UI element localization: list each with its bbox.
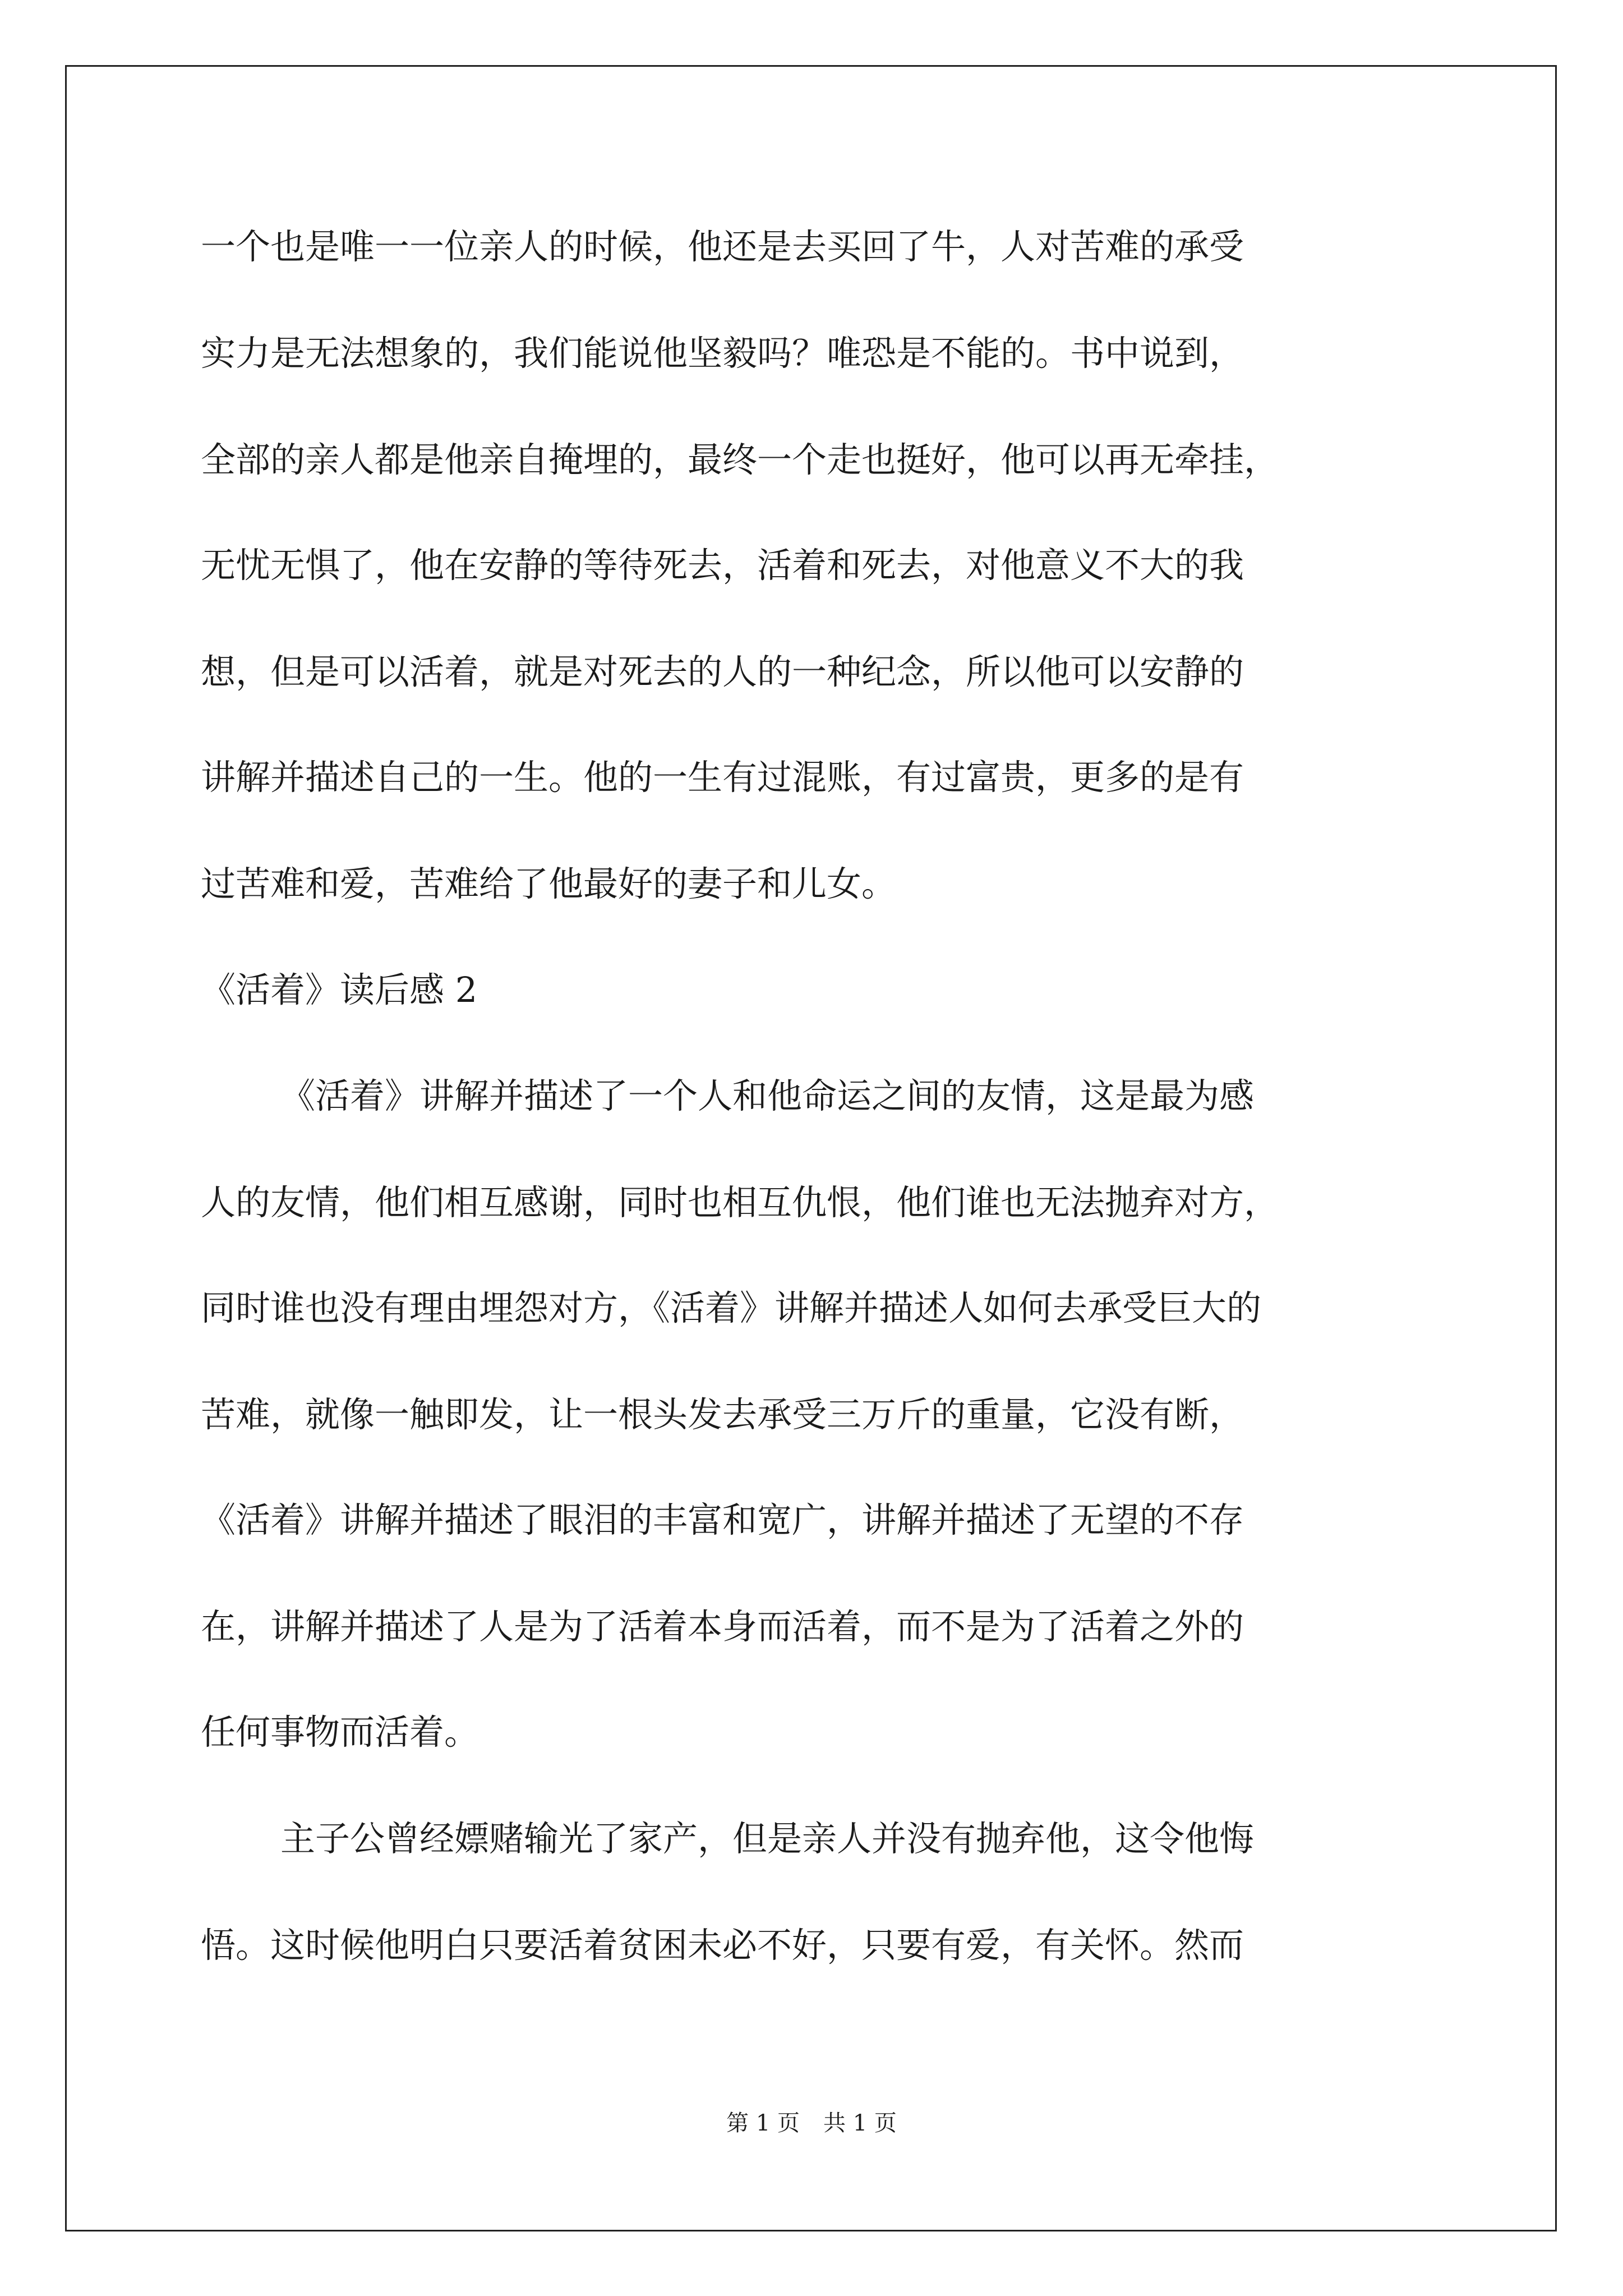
body-line: 一个也是唯一一位亲人的时候，他还是去买回了牛，人对苦难的承受 <box>201 226 1244 267</box>
body-line: 《活着》讲解并描述了眼泪的丰富和宽广，讲解并描述了无望的不存 <box>201 1499 1244 1540</box>
body-line: 想，但是可以活着，就是对死去的人的一种纪念，所以他可以安静的 <box>201 651 1244 692</box>
section-heading: 《活着》读后感 2 <box>201 969 478 1010</box>
page-border <box>65 65 1557 2231</box>
body-line: 过苦难和爱，苦难给了他最好的妻子和儿女。 <box>201 863 897 904</box>
page-footer <box>0 2109 1623 2137</box>
body-line: 无忧无惧了，他在安静的等待死去，活着和死去，对他意义不大的我 <box>201 545 1244 586</box>
body-line: 全部的亲人都是他亲自掩埋的，最终一个走也挺好，他可以再无牵挂， <box>201 439 1279 480</box>
body-line: 人的友情，他们相互感谢，同时也相互仇恨，他们谁也无法抛弃对方， <box>201 1182 1279 1223</box>
body-line: 苦难，就像一触即发，让一根头发去承受三万斤的重量，它没有断， <box>201 1394 1244 1435</box>
body-line: 同时谁也没有理由埋怨对方，《活着》讲解并描述人如何去承受巨大的 <box>201 1287 1262 1328</box>
body-line: 任何事物而活着。 <box>201 1711 479 1752</box>
body-line: 《活着》讲解并描述了一个人和他命运之间的友情，这是最为感 <box>280 1075 1255 1116</box>
page-number: 第 1 页 <box>726 2110 800 2136</box>
body-line: 在，讲解并描述了人是为了活着本身而活着，而不是为了活着之外的 <box>201 1606 1244 1647</box>
body-line: 主子公曾经嫖赌输光了家产，但是亲人并没有抛弃他，这令他悔 <box>280 1818 1255 1859</box>
page-total: 共 1 页 <box>823 2110 897 2136</box>
body-line: 讲解并描述自己的一生。他的一生有过混账，有过富贵，更多的是有 <box>201 757 1244 798</box>
body-line: 实力是无法想象的，我们能说他坚毅吗？唯恐是不能的。书中说到， <box>201 333 1244 374</box>
body-line: 悟。这时候他明白只要活着贫困未必不好，只要有爱，有关怀。然而 <box>201 1925 1244 1966</box>
